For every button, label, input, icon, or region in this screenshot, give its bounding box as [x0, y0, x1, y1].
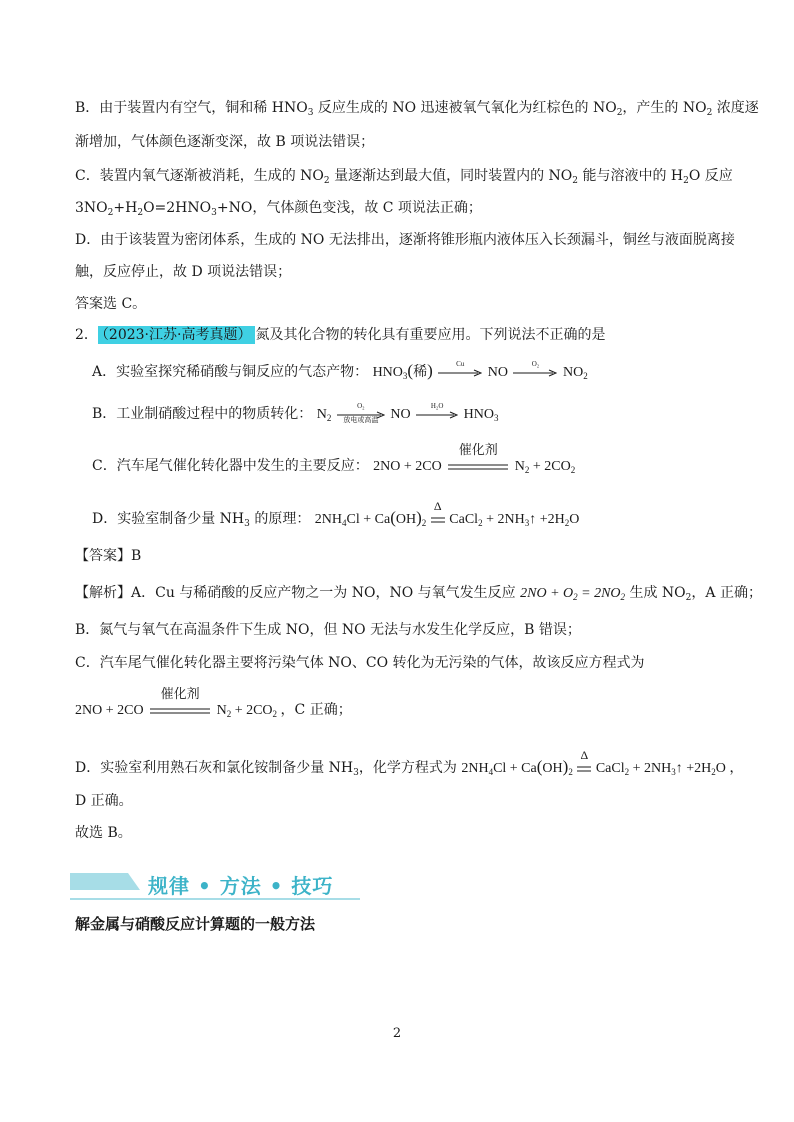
option-b: B．工业制硝酸过程中的物质转化： $N_2$ O₂ 放电或高温 NO H₂O $HNO_3$: [92, 401, 499, 424]
explanation-line3: C．汽车尾气催化转化器主要将污染气体 NO、CO 转化为无污染的气体，故该反应方程式为: [75, 655, 645, 671]
para-d-line2: 触，反应停止，故 D 项说法错误；: [75, 264, 292, 280]
answer-label: 【答案】B: [75, 548, 142, 564]
question-2-stem: 2． （2023·江苏·高考真题） 氮及其化合物的转化具有重要应用。下列说法不正确的是: [75, 327, 606, 343]
equation-d: $2NH_4Cl + Ca(OH)_2$ Δ CaCl$_2$ + $2NH_3↑ +2H_2O$: [314, 498, 580, 528]
explanation-line6: D 正确。: [75, 793, 133, 809]
equation-c: 2NO + 2CO 催化剂 $N_2 + 2CO_2$: [373, 441, 576, 475]
para-d-line1: D．由于该装置为密闭体系，生成的 NO 无法排出，逐渐将锥形瓶内液体压入长颈漏斗，铜丝与液面脱离接: [75, 232, 735, 248]
method-heading: 解金属与硝酸反应计算题的一般方法: [75, 915, 316, 933]
catalyst-equals: 催化剂: [458, 441, 498, 457]
explanation-line5: D．实验室利用熟石灰和氯化铵制备少量 $NH_3$，化学方程式为 $2NH_4Cl + Ca(OH)_2$ Δ CaCl$_2$ + $2NH_3↑ +2H_2O$ ，: [75, 747, 744, 778]
answer-line: 答案选 C。: [75, 296, 147, 312]
equation-a: $HNO_3$(稀) Cu NO O₂ $NO_2$: [372, 359, 588, 381]
para-b-line2: 渐增加，气体颜色逐渐变深，故 B 项说法错误；: [75, 134, 375, 150]
section-title: 规律 • 方法 • 技巧: [148, 874, 334, 898]
option-a: A．实验室探究稀硝酸与铜反应的气态产物： $HNO_3$(稀) Cu NO O₂ $NO_2$: [92, 359, 588, 381]
explanation-line7: 故选 B。: [75, 825, 132, 841]
explanation-line2: B．氮气与氧气在高温条件下生成 NO，但 NO 无法与水发生化学反应，B 错误；: [75, 622, 581, 638]
source-tag: （2023·江苏·高考真题）: [98, 326, 256, 344]
arrow-h2o: H₂O: [416, 411, 458, 419]
para-b-line1: B．由于装置内有空气，铜和稀 $HNO_3$ 反应生成的 NO 迅速被氧气氧化为红棕色的 $NO_2$，产生的 $NO_2$ 浓度逐: [75, 100, 759, 118]
page-number: 2: [392, 1026, 402, 1041]
heat-equals: Δ: [433, 498, 442, 513]
arrow-o2: O₂: [513, 369, 557, 377]
explanation-line4: 2NO + 2CO 催化剂 $N_2 + 2CO_2$ ，C 正确；: [75, 685, 352, 719]
arrow-cu: Cu: [438, 369, 482, 377]
explanation-line1: 【解析】A．Cu 与稀硝酸的反应产物之一为 NO，NO 与氧气发生反应 $2NO + O_2 = 2NO_2$ 生成 $NO_2$，A 正确；: [75, 585, 762, 603]
equation-b: $N_2$ O₂ 放电或高温 NO H₂O $HNO_3$: [316, 401, 499, 424]
para-c-line2: $3NO_2+H_2O=2HNO_3+NO$，气体颜色变浅，故 C 项说法正确；: [75, 200, 482, 218]
arrow-fire: O₂ 放电或高温: [337, 411, 385, 419]
para-c-line1: C．装置内氧气逐渐被消耗，生成的 $NO_2$ 量逐渐达到最大值，同时装置内的 $NO_2$ 能与溶液中的 $H_2O$ 反应: [75, 168, 733, 186]
equation-c-repeat: 2NO + 2CO 催化剂 $N_2 + 2CO_2$: [75, 685, 278, 719]
option-d: D．实验室制备少量 $NH_3$ 的原理： $2NH_4Cl + Ca(OH)_2$ Δ CaCl$_2$ + $2NH_3↑ +2H_2O$: [92, 498, 580, 529]
option-c: C．汽车尾气催化转化器中发生的主要反应： 2NO + 2CO 催化剂 $N_2 + 2CO_2$: [92, 441, 576, 475]
